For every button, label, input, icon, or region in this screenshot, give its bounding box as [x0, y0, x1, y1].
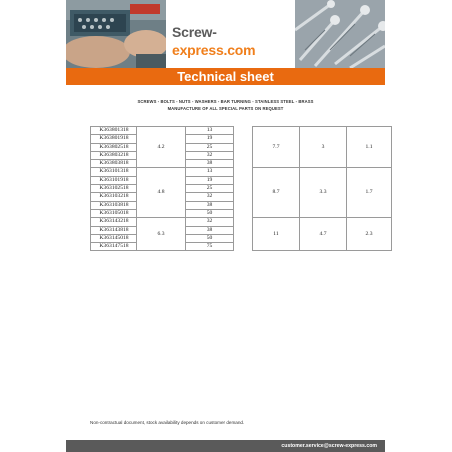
reference-cell: K363802518	[91, 143, 137, 151]
head-diameter-cell: 11	[253, 218, 300, 251]
reference-cell: K363143218	[91, 218, 137, 226]
head-diameter-cell: 8.7	[253, 168, 300, 218]
footer-email-link[interactable]: customer.service@screw-express.com	[281, 443, 377, 449]
length-cell: 13	[186, 127, 234, 135]
length-cell: 13	[186, 168, 234, 176]
reference-cell: K363102518	[91, 185, 137, 193]
services-text	[66, 98, 385, 112]
head-diameter-cell: 7.7	[253, 127, 300, 168]
spec-table	[90, 126, 392, 251]
diameter-cell: 4.8	[137, 168, 186, 218]
spacer-cell	[234, 218, 253, 251]
screws-photo	[295, 0, 385, 68]
length-cell: 32	[186, 193, 234, 201]
reference-cell: K363145018	[91, 234, 137, 242]
reference-cell: K363101318	[91, 168, 137, 176]
drive-cell: 3.3	[300, 168, 347, 218]
workshop-photo	[66, 0, 166, 68]
length-cell: 50	[186, 209, 234, 217]
length-cell: 32	[186, 218, 234, 226]
head-height-cell: 1.7	[347, 168, 392, 218]
page-title: Technical sheet	[177, 69, 274, 84]
services-line: SCREWS - BOLTS - NUTS - WASHERS - BAR TURNING - STAINLESS STEEL - BRASS	[137, 99, 314, 104]
reference-cell: K363103818	[91, 201, 137, 209]
length-cell: 32	[186, 151, 234, 159]
length-cell: 19	[186, 176, 234, 184]
title-bar	[66, 68, 385, 85]
length-cell: 25	[186, 143, 234, 151]
length-cell: 25	[186, 185, 234, 193]
length-cell: 38	[186, 160, 234, 168]
brand-name-secondary: express.com	[172, 42, 256, 58]
brand-logo	[172, 24, 297, 58]
length-cell: 38	[186, 226, 234, 234]
reference-cell: K363803818	[91, 160, 137, 168]
diameter-cell: 6.3	[137, 218, 186, 251]
reference-cell: K363103218	[91, 193, 137, 201]
table-row	[91, 218, 392, 226]
table-row	[91, 127, 392, 135]
disclaimer-note: Non-contractual document, stock availability depends on customer demand.	[90, 420, 245, 425]
diameter-cell: 4.2	[137, 127, 186, 168]
drive-cell: 4.7	[300, 218, 347, 251]
drive-cell: 3	[300, 127, 347, 168]
reference-cell: K363801318	[91, 127, 137, 135]
length-cell: 19	[186, 135, 234, 143]
length-cell: 75	[186, 243, 234, 251]
brand-name-primary: Screw-	[172, 24, 217, 40]
length-cell: 38	[186, 201, 234, 209]
head-height-cell: 1.1	[347, 127, 392, 168]
reference-cell: K363147518	[91, 243, 137, 251]
head-height-cell: 2.3	[347, 218, 392, 251]
header-banner	[66, 0, 385, 68]
reference-cell: K363801918	[91, 135, 137, 143]
services-subline: MANUFACTURE OF ALL SPECIAL PARTS ON REQUEST	[167, 106, 284, 111]
length-cell: 50	[186, 234, 234, 242]
reference-cell: K363101918	[91, 176, 137, 184]
spacer-cell	[234, 168, 253, 218]
reference-cell: K363143818	[91, 226, 137, 234]
table-row	[91, 168, 392, 176]
footer-bar	[66, 440, 385, 452]
reference-cell: K363105018	[91, 209, 137, 217]
reference-cell: K363803218	[91, 151, 137, 159]
spacer-cell	[234, 127, 253, 168]
